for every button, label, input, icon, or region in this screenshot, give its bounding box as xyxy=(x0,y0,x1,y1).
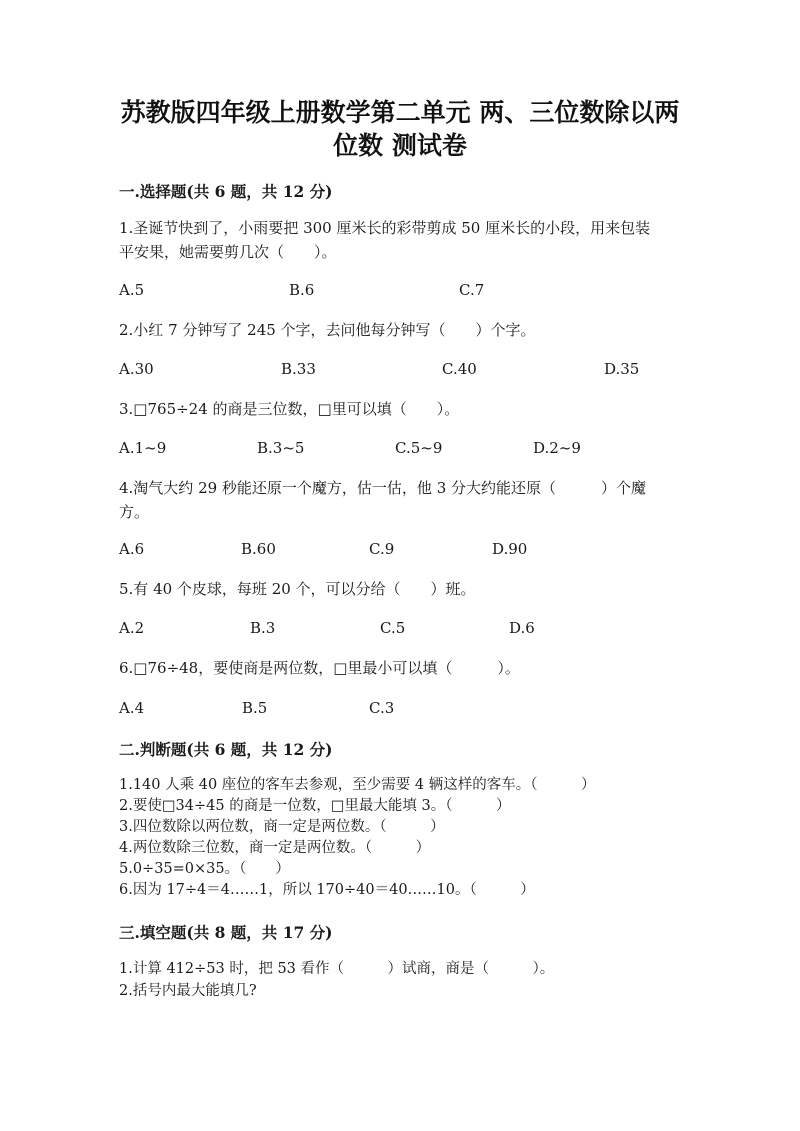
question-text-line: 方。 xyxy=(119,503,150,521)
option-c[interactable]: C.5 xyxy=(380,619,406,637)
fill-item-1: 1.计算 412÷53 时，把 53 看作（ ）试商，商是（ ）。 xyxy=(119,961,555,977)
option-a[interactable]: A.2 xyxy=(119,619,145,637)
option-a[interactable]: A.6 xyxy=(119,540,145,558)
title-line-1: 苏教版四年级上册数学第二单元 两、三位数除以两 xyxy=(120,98,680,127)
option-c[interactable]: C.7 xyxy=(459,281,485,299)
option-b[interactable]: B.5 xyxy=(242,699,268,717)
question-6 xyxy=(119,656,689,680)
judge-item-6: 6.因为 17÷4＝4……1，所以 170÷40＝40……10。（ ） xyxy=(119,882,535,898)
question-text-line: 3.□765÷24 的商是三位数，□里可以填（ ）。 xyxy=(119,400,460,418)
option-c[interactable]: C.40 xyxy=(442,360,477,378)
question-text-line: 2.小红 7 分钟写了 245 个字，去问他每分钟写（ ）个字。 xyxy=(119,321,536,339)
question-2 xyxy=(119,318,689,342)
options-row-5 xyxy=(119,619,689,641)
question-text-line: 平安果，她需要剪几次（ ）。 xyxy=(119,243,337,261)
question-3 xyxy=(119,397,689,421)
question-1 xyxy=(119,216,689,264)
question-text-line: 6.□76÷48，要使商是两位数，□里最小可以填（ ）。 xyxy=(119,659,520,677)
section-heading-judge: 二.判断题(共 6 题，共 12 分) xyxy=(119,740,333,759)
judge-item-3: 3.四位数除以两位数，商一定是两位数。（ ） xyxy=(119,819,445,835)
section-heading-choice: 一.选择题(共 6 题，共 12 分) xyxy=(119,182,333,201)
judge-item-4: 4.两位数除三位数，商一定是两位数。（ ） xyxy=(119,840,431,856)
option-d[interactable]: D.90 xyxy=(492,540,528,558)
question-5 xyxy=(119,577,689,601)
title-line-2: 位数 测试卷 xyxy=(333,131,467,160)
options-row-2 xyxy=(119,360,689,382)
option-a[interactable]: A.4 xyxy=(119,699,145,717)
question-text-line: 4.淘气大约 29 秒能还原一个魔方，估一估，他 3 分大约能还原（ ）个魔 xyxy=(119,479,647,497)
judge-item-5: 5.0÷35=0×35。（ ） xyxy=(119,861,290,877)
judge-item-1: 1.140 人乘 40 座位的客车去参观，至少需要 4 辆这样的客车。（ ） xyxy=(119,777,596,793)
option-b[interactable]: B.3 xyxy=(250,619,276,637)
question-4 xyxy=(119,476,689,524)
judge-item-2: 2.要使□34÷45 的商是一位数，□里最大能填 3。（ ） xyxy=(119,798,511,814)
options-row-4 xyxy=(119,540,689,562)
option-a[interactable]: A.1~9 xyxy=(119,439,167,457)
option-a[interactable]: A.30 xyxy=(119,360,154,378)
options-row-1 xyxy=(119,281,689,303)
options-row-3 xyxy=(119,439,689,461)
page-title xyxy=(110,96,690,162)
option-d[interactable]: D.6 xyxy=(509,619,535,637)
option-a[interactable]: A.5 xyxy=(119,281,145,299)
option-b[interactable]: B.60 xyxy=(241,540,276,558)
option-b[interactable]: B.33 xyxy=(281,360,316,378)
question-text-line: 5.有 40 个皮球，每班 20 个，可以分给（ ）班。 xyxy=(119,580,476,598)
option-d[interactable]: D.35 xyxy=(604,360,640,378)
option-b[interactable]: B.6 xyxy=(289,281,315,299)
question-text-line: 1.圣诞节快到了，小雨要把 300 厘米长的彩带剪成 50 厘米长的小段，用来包装 xyxy=(119,219,651,237)
option-c[interactable]: C.5~9 xyxy=(395,439,443,457)
options-row-6 xyxy=(119,699,689,721)
option-b[interactable]: B.3~5 xyxy=(257,439,305,457)
option-c[interactable]: C.3 xyxy=(369,699,395,717)
option-d[interactable]: D.2~9 xyxy=(533,439,581,457)
section-heading-fill: 三.填空题(共 8 题，共 17 分) xyxy=(119,923,333,942)
option-c[interactable]: C.9 xyxy=(369,540,395,558)
fill-item-2: 2.括号内最大能填几? xyxy=(119,983,257,999)
